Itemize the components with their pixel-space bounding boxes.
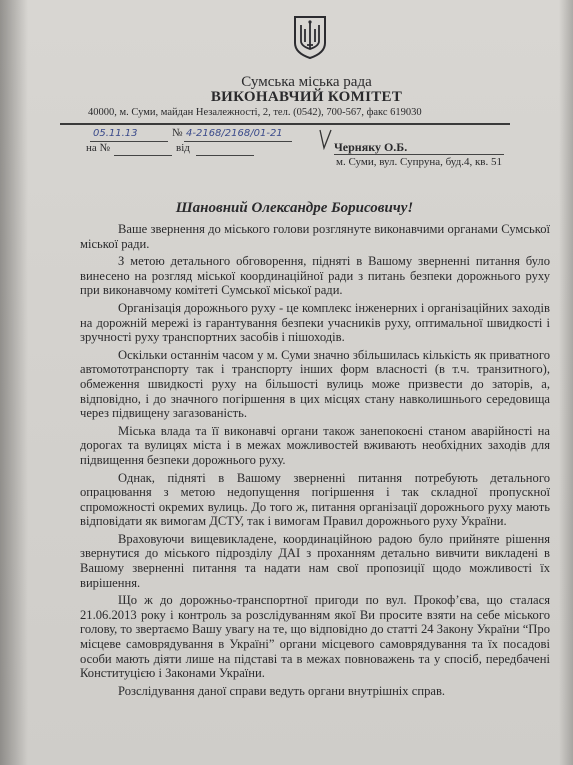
greeting: Шановний Олександре Борисовичу! xyxy=(175,200,414,216)
trident-emblem-icon xyxy=(292,15,328,59)
page-shadow-right xyxy=(559,0,573,765)
council-address: 40000, м. Суми, майдан Незалежності, 2, тел. (0542), 700-567, факс 619030 xyxy=(88,107,422,118)
paragraph: Ваше звернення до міського голови розглянуте виконавчими органами Сумської міської ради. xyxy=(80,222,550,251)
paragraph: Оскільки останнім часом у м. Суми значно збільшилась кількість як приватного автомототранспорту так і транспорту інших форм власності (в т.ч. транзитного), обмеження швидкості руху на більшості вулиць може призвести до заторів, а, відповідно, і до значного погіршення в цих місцях стану навколишнього середовища через підвищену загазованість. xyxy=(80,347,550,421)
page-shadow-left xyxy=(0,0,28,765)
council-name: Сумська міська рада xyxy=(241,74,372,90)
bracket-mark-icon xyxy=(318,128,332,150)
paragraph: Міська влада та її виконавчі органи також занепокоєні станом аварійності на дорогах та вулицях міста і в межах можливостей вживають необхідних заходів для підвищення безпеки дорожнього руху. xyxy=(80,423,550,467)
header-rule xyxy=(60,123,510,125)
paragraph: Розслідування даної справи ведуть органи внутрішніх справ. xyxy=(118,683,446,698)
vid-label: від xyxy=(176,142,190,154)
recipient-underline xyxy=(334,154,504,155)
letter-body xyxy=(80,222,550,701)
vid-underline xyxy=(196,155,254,156)
na-underline xyxy=(114,155,172,156)
paragraph: Організація дорожнього руху - це комплекс інженерних і організаційних заходів на дорожній мережі із гарантування безпеки учасників руху, оптимальної швидкості і зручності руху транспортних засобів і пішоходів. xyxy=(80,300,550,345)
paragraph: З метою детального обговорення, підняті в Вашому зверненні питання було винесено на розгляд міської координаційної ради з питань безпеки дорожнього руху при виконавчому комітеті Сумської міської ради. xyxy=(80,254,550,298)
handwritten-date: 05.11.13 xyxy=(93,128,138,139)
number-underline xyxy=(184,141,292,142)
paragraph: Що ж до дорожньо-транспортної пригоди по вул. Прокоф’єва, що сталася 21.06.2013 року і контроль за розслідуванням якої Ви просите взяти на себе міського голову, то звертаємо Вашу увагу на те, що відповідно до статті 24 Закону України “Про місцеве самоврядування в Україні” органи місцевого самоврядування та їх посадові особи мають діяти лише на підставі та в межах повноважень та у спосіб, передбачені Конституцією і Законами України. xyxy=(80,593,550,681)
na-label: на № xyxy=(86,142,111,154)
number-label: № xyxy=(172,127,183,139)
handwritten-number: 4-2168/2168/01-21 xyxy=(186,128,283,139)
committee-name: ВИКОНАВЧИЙ КОМІТЕТ xyxy=(210,89,403,105)
recipient-address: м. Суми, вул. Супруна, буд.4, кв. 51 xyxy=(336,156,502,168)
paragraph: Однак, підняті в Вашому зверненні питання потребують детального опрацювання з метою недопущення погіршення і так складної пропускної спроможності окремих вулиць. До того ж, питання організації дорожнього руху мають відповідати як вимогам ДСТУ, так і вимогам Правил дорожнього руху України. xyxy=(80,470,550,529)
paragraph: Враховуючи вищевикладене, координаційною радою було прийняте рішення звернутися до міського підрозділу ДАІ з проханням детально вивчити викладені в Вашому зверненні питання та надати нам свої пропозиції щодо можливості їх вирішення. xyxy=(80,531,550,590)
recipient-name: Черняку О.Б. xyxy=(334,140,408,154)
